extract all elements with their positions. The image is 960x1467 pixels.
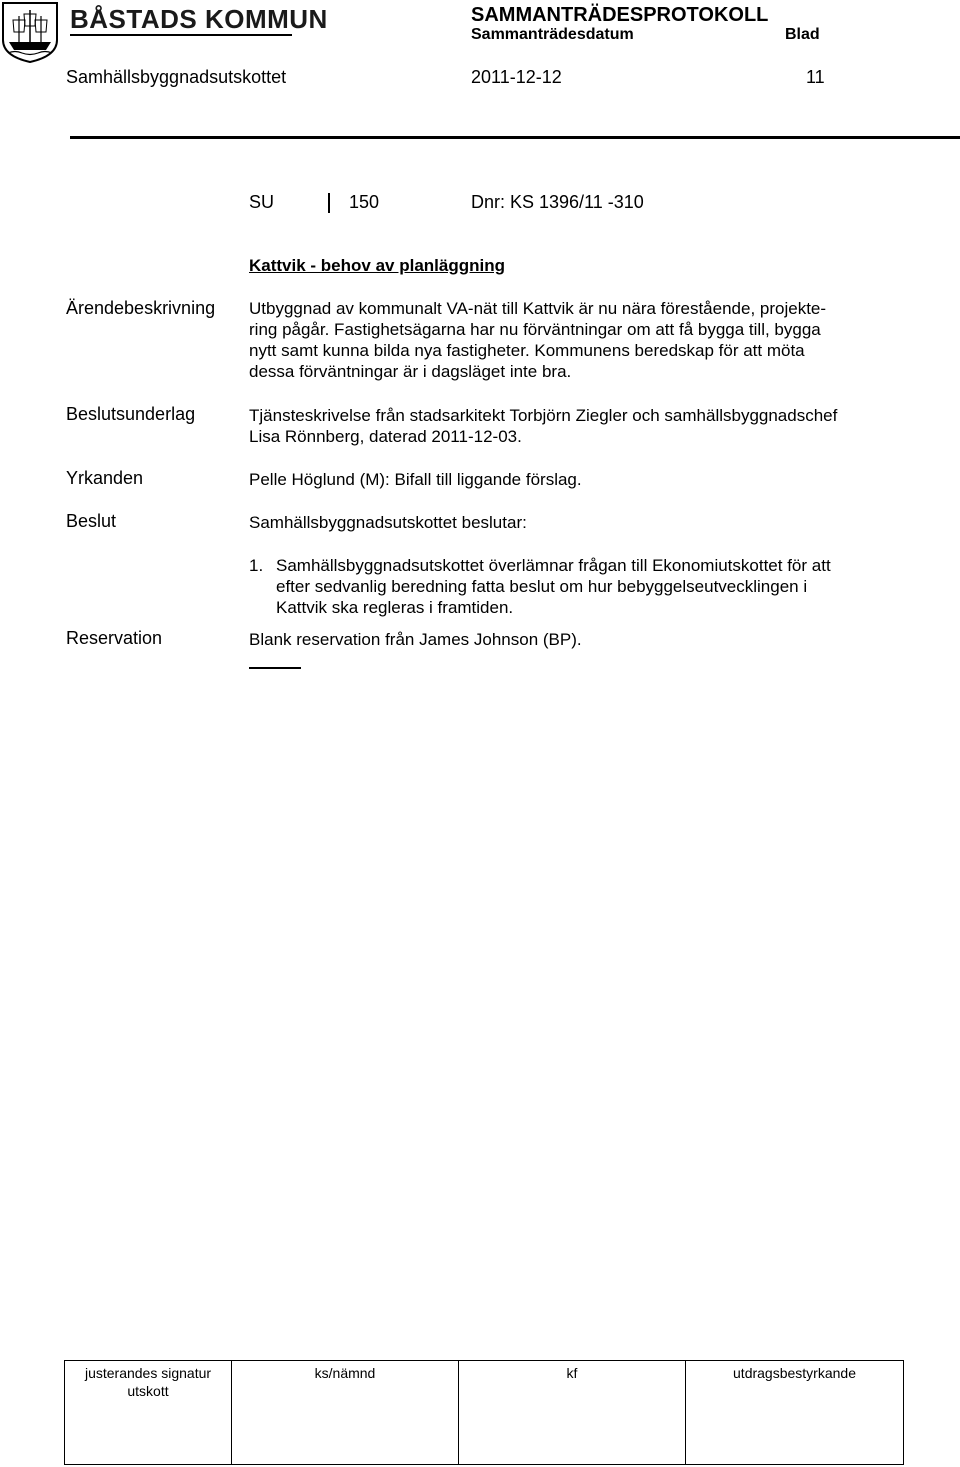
- utdragsbestyrkande-cell: [686, 1361, 904, 1465]
- text-line: ring pågår. Fastighetsägarna har nu förväntningar om att få bygga till, bygga: [249, 320, 821, 339]
- case-title: Kattvik - behov av planläggning: [249, 256, 505, 275]
- signature-sublabel: utskott: [127, 1383, 169, 1399]
- text-line: Lisa Rönnberg, daterad 2011-12-03.: [249, 427, 522, 446]
- beslut-item-number: 1.: [249, 556, 264, 575]
- case-number: 150: [349, 192, 380, 212]
- text-line: Samhällsbyggnadsutskottet överlämnar frågan till Ekonomiutskottet för att: [276, 556, 831, 575]
- kf-cell: [459, 1361, 686, 1465]
- page-number: 11: [806, 67, 825, 87]
- text-line: Kattvik ska regleras i framtiden.: [276, 598, 514, 617]
- text-line: efter sedvanlig beredning fatta beslut om hur bebyggelseutvecklingen i: [276, 577, 808, 596]
- signature-table: [64, 1360, 904, 1465]
- document-type: SAMMANTRÄDESPROTOKOLL: [471, 4, 769, 26]
- arendebeskrivning-text: [249, 298, 949, 382]
- meeting-date-label: Sammanträdesdatum: [471, 26, 634, 43]
- signature-cell: [65, 1361, 232, 1465]
- ks-namnd-cell: [232, 1361, 459, 1465]
- beslut-item-text: [276, 555, 956, 618]
- case-code: SU: [249, 192, 275, 212]
- signature-label: justerandes signatur: [84, 1365, 212, 1381]
- committee-name: Samhällsbyggnadsutskottet: [66, 67, 287, 87]
- header-divider: [70, 136, 960, 139]
- organization-name-underline: [70, 34, 292, 36]
- yrkanden-text: Pelle Höglund (M): Bifall till liggande förslag.: [249, 470, 582, 489]
- ks-namnd-label: ks/nämnd: [314, 1365, 376, 1381]
- text-line: nytt samt kunna bilda nya fastigheter. Kommunens beredskap för att möta: [249, 341, 805, 360]
- page-label: Blad: [785, 26, 820, 43]
- beslut-intro: Samhällsbyggnadsutskottet beslutar:: [249, 513, 527, 532]
- text-line: dessa förväntningar är i dagsläget inte bra.: [249, 362, 572, 381]
- section-label-arendebeskrivning: Ärendebeskrivning: [66, 298, 216, 318]
- meeting-date: 2011-12-12: [471, 67, 562, 87]
- section-label-beslutsunderlag: Beslutsunderlag: [66, 404, 196, 424]
- section-label-beslut: Beslut: [66, 511, 117, 531]
- kf-label: kf: [566, 1365, 578, 1381]
- section-sign-mark: [328, 193, 330, 213]
- utdragsbestyrkande-label: utdragsbestyrkande: [733, 1365, 856, 1381]
- reservation-text: Blank reservation från James Johnson (BP).: [249, 630, 582, 649]
- section-label-reservation: Reservation: [66, 628, 163, 648]
- text-line: Tjänsteskrivelse från stadsarkitekt Torbjörn Ziegler och samhällsbyggnadschef: [249, 406, 838, 425]
- text-line: Utbyggnad av kommunalt VA-nät till Kattvik är nu nära förestående, projekte-: [249, 299, 827, 318]
- beslutsunderlag-text: [249, 405, 949, 447]
- end-of-paragraph-line: [249, 667, 301, 669]
- municipality-coat-of-arms: [0, 0, 60, 64]
- organization-name: BÅSTADS KOMMUN: [70, 4, 328, 34]
- case-dnr: Dnr: KS 1396/11 -310: [471, 192, 644, 212]
- section-label-yrkanden: Yrkanden: [66, 468, 144, 488]
